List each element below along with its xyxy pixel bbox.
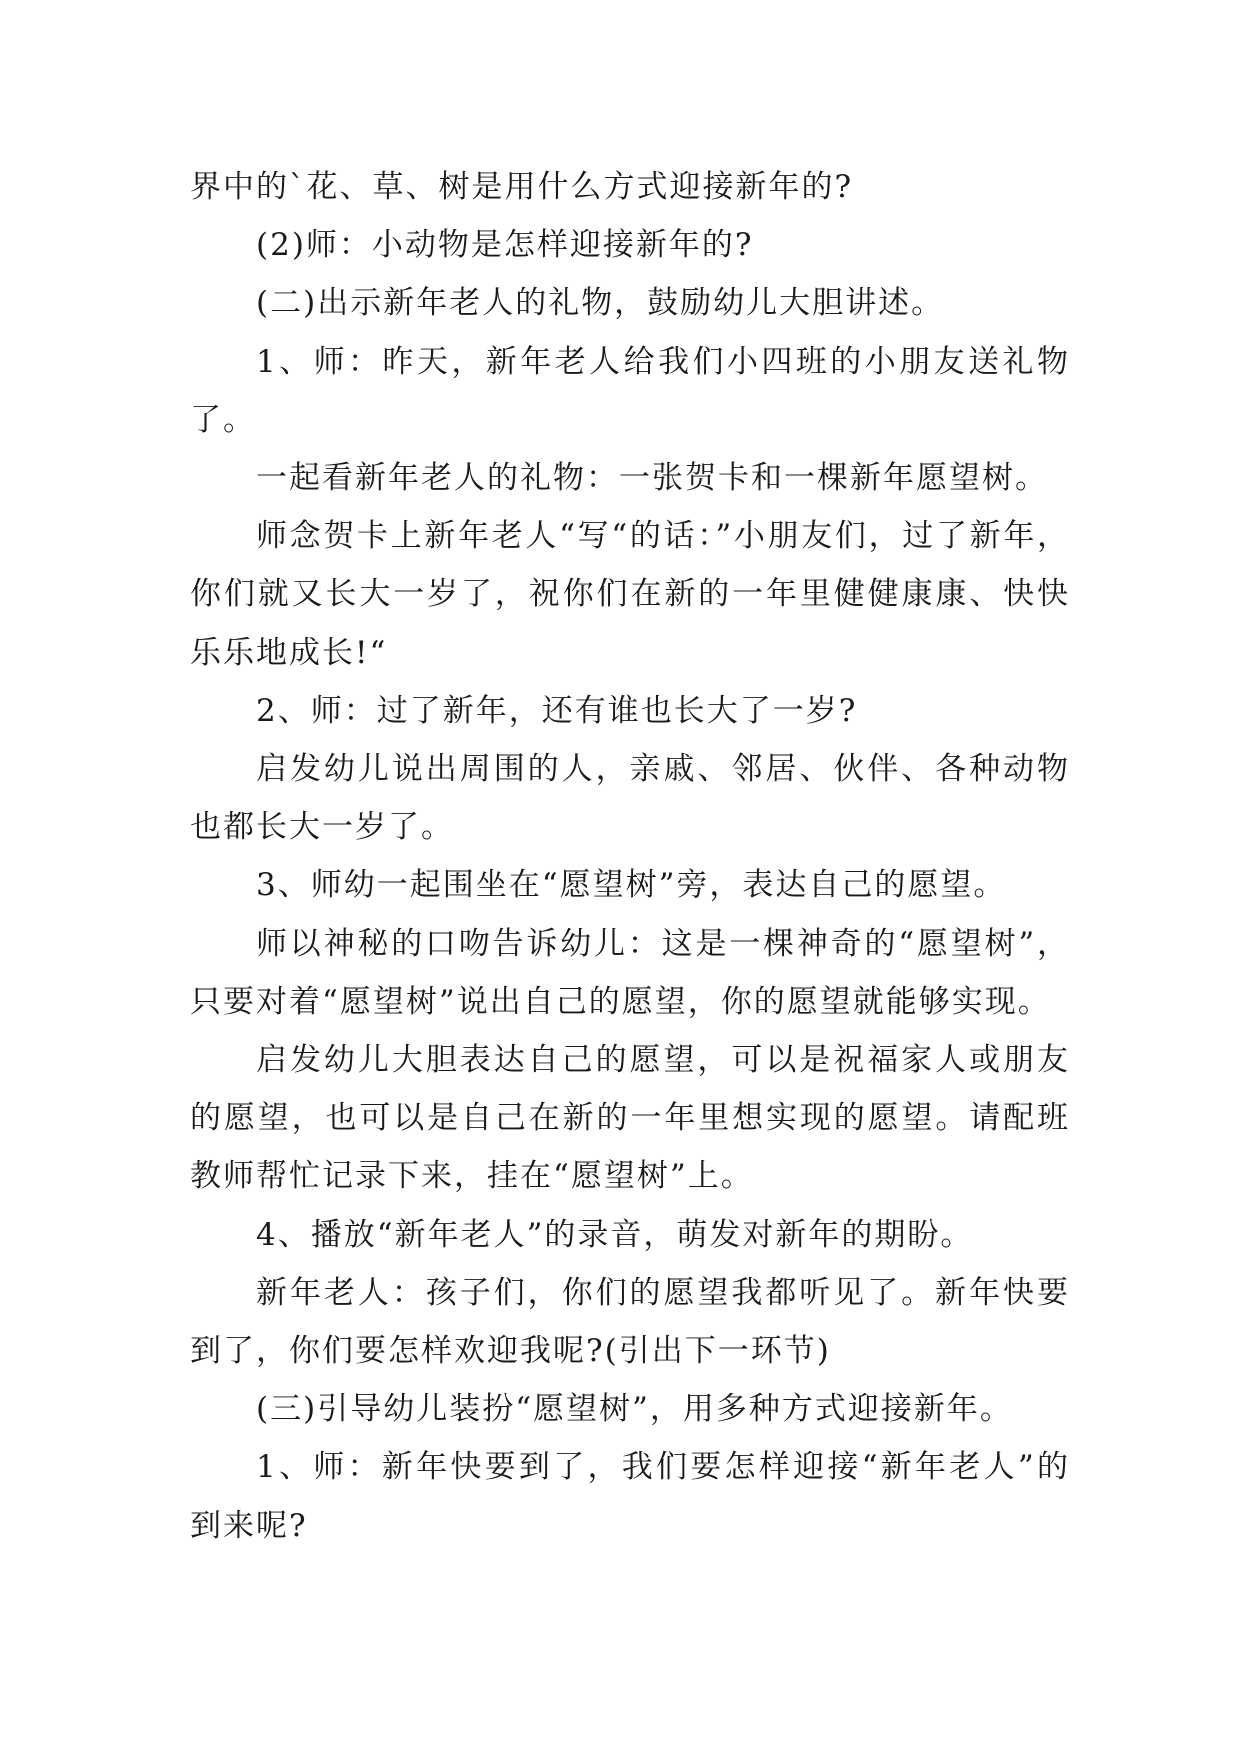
paragraph: 4、播放“新年老人”的录音，萌发对新年的期盼。 <box>256 1216 974 1253</box>
paragraph: 师以神秘的口吻告诉幼儿：这是一棵神奇的“愿望树”，只要对着“愿望树”说出自己的愿望，你的愿望就能够实现。 <box>190 925 1070 1020</box>
paragraph: 一起看新年老人的礼物：一张贺卡和一棵新年愿望树。 <box>256 460 1048 497</box>
paragraph: 新年老人：孩子们，你们的愿望我都听见了。新年快要到了，你们要怎样欢迎我呢?(引出下一环节) <box>190 1274 1070 1370</box>
paragraph: 1、师：新年快要到了，我们要怎样迎接“新年老人”的到来呢? <box>190 1449 1070 1544</box>
paragraph: 启发幼儿大胆表达自己的愿望，可以是祝福家人或朋友的愿望，也可以是自己在新的一年里想实现的愿望。请配班教师帮忙记录下来，挂在“愿望树”上。 <box>190 1042 1070 1195</box>
paragraph: 1、师：昨天，新年老人给我们小四班的小朋友送礼物了。 <box>190 343 1070 438</box>
paragraph: 2、师：过了新年，还有谁也长大了一岁? <box>256 692 858 729</box>
document-body <box>190 158 1070 1555</box>
paragraph: (2)师：小动物是怎样迎接新年的? <box>256 227 754 264</box>
section-heading: (三)引导幼儿装扮“愿望树”，用多种方式迎接新年。 <box>256 1391 1013 1428</box>
paragraph: 启发幼儿说出周围的人，亲戚、邻居、伙伴、各种动物也都长大一岁了。 <box>190 751 1070 846</box>
section-heading: (二)出示新年老人的礼物，鼓励幼儿大胆讲述。 <box>256 285 945 322</box>
paragraph: 师念贺卡上新年老人“写“的话：”小朋友们，过了新年，你们就又长大一岁了，祝你们在新的一年里健健康康、快快乐乐地成长!“ <box>190 518 1070 671</box>
paragraph-continuation: 界中的`花、草、树是用什么方式迎接新年的? <box>190 169 854 205</box>
paragraph: 3、师幼一起围坐在“愿望树”旁，表达自己的愿望。 <box>256 867 1007 904</box>
